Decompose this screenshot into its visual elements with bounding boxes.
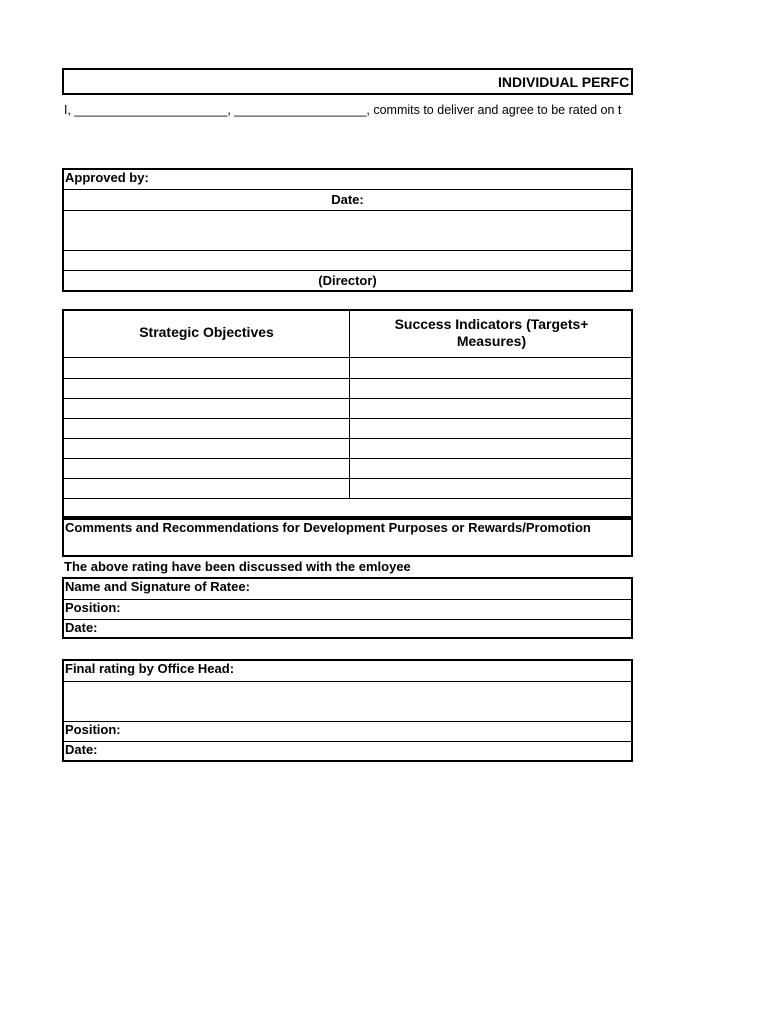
comments-box: [62, 516, 633, 557]
ratee-position-row: [64, 600, 631, 620]
ratee-position-label: Position:: [65, 600, 121, 615]
ratee-date-label: Date:: [65, 620, 98, 635]
commitment-line: I, ______________________, ___________________, commits to deliver and agree to be rated on t: [64, 103, 622, 117]
form-title: INDIVIDUAL PERFC: [498, 74, 630, 90]
approved-by-label: Approved by:: [65, 170, 149, 185]
approval-box: [62, 168, 633, 292]
title-bar: [62, 68, 633, 95]
final-date-label: Date:: [65, 742, 98, 757]
ratee-date-row: [64, 620, 631, 640]
ratee-name-row: [64, 579, 631, 599]
final-position-row: [64, 722, 631, 742]
approved-by-row: [64, 170, 631, 190]
final-date-row: [64, 742, 631, 762]
approval-date-label: Date:: [331, 192, 364, 207]
director-row: [64, 271, 631, 291]
final-position-label: Position:: [65, 722, 121, 737]
ratee-box: [62, 577, 633, 639]
discussion-note: The above rating have been discussed with the emloyee: [64, 559, 411, 574]
success-indicators-header: Success Indicators (Targets+ Measures): [394, 316, 589, 349]
director-label: (Director): [318, 273, 377, 288]
strategic-objectives-header: Strategic Objectives: [139, 324, 274, 340]
final-rating-label: Final rating by Office Head:: [65, 661, 235, 676]
objectives-table: [62, 309, 633, 519]
final-rating-box: [62, 659, 633, 762]
approval-date-row: [64, 190, 631, 210]
final-rating-row: [64, 661, 631, 681]
ratee-name-label: Name and Signature of Ratee:: [65, 579, 250, 594]
comments-label: Comments and Recommendations for Development Purposes or Rewards/Promotion: [65, 520, 591, 535]
